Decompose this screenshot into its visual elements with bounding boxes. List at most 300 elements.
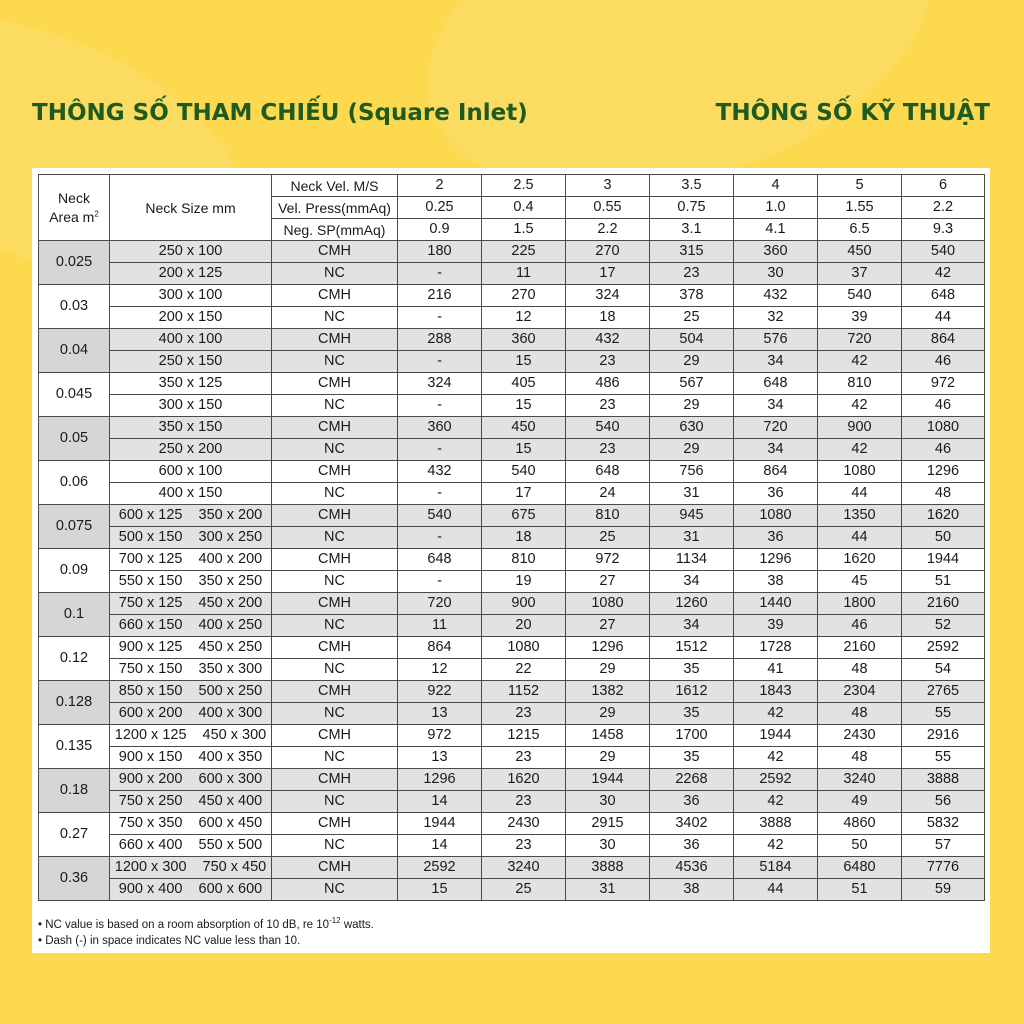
neck-size-list [110, 772, 271, 787]
footnotes [38, 910, 374, 952]
neck-size-list [110, 816, 271, 831]
neck-area-cell: 0.09 [39, 549, 110, 593]
value-cell: 15 [398, 879, 482, 901]
param-value: 0.4 [482, 197, 566, 219]
param-value: 6 [902, 175, 985, 197]
value-cell: 648 [902, 285, 985, 307]
value-cell: 44 [818, 527, 902, 549]
row-type-cell: NC [272, 703, 398, 725]
spec-table [38, 174, 985, 901]
value-cell: 378 [650, 285, 734, 307]
value-cell: 5184 [734, 857, 818, 879]
param-value: 1.55 [818, 197, 902, 219]
row-type-cell: CMH [272, 857, 398, 879]
value-cell: 25 [650, 307, 734, 329]
neck-size: 900 x 125 [118, 639, 183, 656]
table-row [39, 659, 985, 681]
value-cell: 270 [482, 285, 566, 307]
neck-size: 750 x 150 [118, 661, 183, 678]
table-row [39, 549, 985, 571]
row-type-cell: CMH [272, 549, 398, 571]
param-value: 3 [566, 175, 650, 197]
neck-size-list [110, 288, 271, 303]
value-cell: 49 [818, 791, 902, 813]
value-cell: 19 [482, 571, 566, 593]
neck-area-cell: 0.1 [39, 593, 110, 637]
value-cell: 1440 [734, 593, 818, 615]
value-cell: 1944 [566, 769, 650, 791]
neck-size: 400 x 200 [198, 551, 263, 568]
value-cell: 14 [398, 835, 482, 857]
value-cell: 405 [482, 373, 566, 395]
value-cell: 18 [566, 307, 650, 329]
value-cell: 48 [902, 483, 985, 505]
neck-size-cell [110, 263, 272, 285]
value-cell: 1215 [482, 725, 566, 747]
value-cell: 630 [650, 417, 734, 439]
param-value: 0.75 [650, 197, 734, 219]
neck-size: 900 x 400 [118, 881, 183, 898]
neck-size-cell [110, 241, 272, 263]
page-title: THÔNG SỐ THAM CHIẾU (Square Inlet) [32, 100, 528, 126]
neck-size: 300 x 250 [198, 529, 263, 546]
value-cell: 48 [818, 659, 902, 681]
neck-size-cell [110, 549, 272, 571]
value-cell: 23 [650, 263, 734, 285]
value-cell: 2160 [818, 637, 902, 659]
value-cell: 450 [818, 241, 902, 263]
value-cell: 56 [902, 791, 985, 813]
value-cell: 39 [734, 615, 818, 637]
neck-area-header-label: Neck [58, 189, 90, 206]
neck-size: 600 x 100 [158, 463, 223, 480]
value-cell: 23 [566, 439, 650, 461]
neck-area-cell: 0.045 [39, 373, 110, 417]
value-cell: 25 [566, 527, 650, 549]
value-cell: 2765 [902, 681, 985, 703]
value-cell: 540 [566, 417, 650, 439]
neck-size: 600 x 600 [198, 881, 263, 898]
value-cell: 44 [734, 879, 818, 901]
neck-size: 750 x 450 [202, 859, 267, 876]
value-cell: 432 [734, 285, 818, 307]
value-cell: 3240 [818, 769, 902, 791]
value-cell: 864 [902, 329, 985, 351]
value-cell: 36 [734, 483, 818, 505]
table-row [39, 483, 985, 505]
neck-size: 350 x 250 [198, 573, 263, 590]
row-type-cell: CMH [272, 593, 398, 615]
neck-size: 350 x 125 [158, 375, 223, 392]
neck-area-cell: 0.27 [39, 813, 110, 857]
value-cell: 1512 [650, 637, 734, 659]
unit-exponent: 2 [94, 208, 99, 218]
param-value: 1.0 [734, 197, 818, 219]
value-cell: 1620 [482, 769, 566, 791]
value-cell: 17 [566, 263, 650, 285]
value-cell: 42 [734, 747, 818, 769]
table-row [39, 725, 985, 747]
neck-size: 350 x 300 [198, 661, 263, 678]
param-value: 0.55 [566, 197, 650, 219]
value-cell: 2915 [566, 813, 650, 835]
value-cell: 2304 [818, 681, 902, 703]
value-cell: 1080 [734, 505, 818, 527]
neck-size-list [110, 464, 271, 479]
value-cell: 486 [566, 373, 650, 395]
footnote-nc [38, 910, 374, 931]
value-cell: 3888 [734, 813, 818, 835]
value-cell: 972 [902, 373, 985, 395]
value-cell: 13 [398, 703, 482, 725]
neck-size-cell [110, 483, 272, 505]
param-value: 2.2 [566, 219, 650, 241]
row-type-cell: NC [272, 747, 398, 769]
param-value: 2.2 [902, 197, 985, 219]
value-cell: 55 [902, 747, 985, 769]
neck-size: 450 x 300 [202, 727, 267, 744]
table-row [39, 329, 985, 351]
value-cell: 2268 [650, 769, 734, 791]
value-cell: 17 [482, 483, 566, 505]
value-cell: 57 [902, 835, 985, 857]
value-cell: 11 [482, 263, 566, 285]
table-row [39, 571, 985, 593]
neck-size-list [110, 618, 271, 633]
neck-size-cell [110, 681, 272, 703]
row-type-cell: NC [272, 395, 398, 417]
row-type-cell: NC [272, 835, 398, 857]
value-cell: 55 [902, 703, 985, 725]
value-cell: 1260 [650, 593, 734, 615]
value-cell: 4860 [818, 813, 902, 835]
value-cell: 756 [650, 461, 734, 483]
value-cell: 41 [734, 659, 818, 681]
value-cell: 567 [650, 373, 734, 395]
value-cell: 29 [650, 351, 734, 373]
neck-size: 450 x 400 [198, 793, 263, 810]
row-type-cell: CMH [272, 285, 398, 307]
value-cell: 3888 [566, 857, 650, 879]
row-type-cell: NC [272, 571, 398, 593]
value-cell: 42 [734, 835, 818, 857]
value-cell: 30 [734, 263, 818, 285]
value-cell: 37 [818, 263, 902, 285]
value-cell: 2592 [398, 857, 482, 879]
neck-size-cell [110, 835, 272, 857]
value-cell: - [398, 527, 482, 549]
neck-area-cell: 0.135 [39, 725, 110, 769]
neck-size-cell [110, 593, 272, 615]
neck-size: 1200 x 125 [114, 727, 187, 744]
table-row [39, 681, 985, 703]
neck-size: 250 x 100 [158, 243, 223, 260]
value-cell: 20 [482, 615, 566, 637]
value-cell: 3888 [902, 769, 985, 791]
value-cell: 1944 [734, 725, 818, 747]
neck-size-list [110, 442, 271, 457]
param-label: Neg. SP(mmAq) [272, 219, 398, 241]
neck-size-list [110, 662, 271, 677]
value-cell: 35 [650, 747, 734, 769]
value-cell: 29 [650, 439, 734, 461]
neck-size-cell [110, 329, 272, 351]
neck-size-cell [110, 791, 272, 813]
value-cell: 29 [650, 395, 734, 417]
neck-size-list [110, 310, 271, 325]
neck-size-list [110, 420, 271, 435]
value-cell: 900 [482, 593, 566, 615]
value-cell: 12 [482, 307, 566, 329]
neck-size-header: Neck Size mm [110, 175, 272, 241]
value-cell: 720 [818, 329, 902, 351]
neck-size: 600 x 125 [118, 507, 183, 524]
section-title: THÔNG SỐ KỸ THUẬT [715, 100, 990, 126]
neck-size-list [110, 244, 271, 259]
param-label: Neck Vel. M/S [272, 175, 398, 197]
neck-size-cell [110, 505, 272, 527]
neck-size: 450 x 200 [198, 595, 263, 612]
param-value: 6.5 [818, 219, 902, 241]
value-cell: 432 [398, 461, 482, 483]
footnote-nc-unit: watts. [340, 918, 374, 931]
neck-size-list [110, 332, 271, 347]
value-cell: - [398, 439, 482, 461]
table-row [39, 747, 985, 769]
row-type-cell: CMH [272, 373, 398, 395]
value-cell: 1296 [398, 769, 482, 791]
value-cell: 29 [566, 659, 650, 681]
value-cell: - [398, 571, 482, 593]
table-row [39, 857, 985, 879]
value-cell: 46 [902, 395, 985, 417]
value-cell: 54 [902, 659, 985, 681]
value-cell: 648 [734, 373, 818, 395]
value-cell: 324 [566, 285, 650, 307]
table-row [39, 285, 985, 307]
value-cell: 51 [818, 879, 902, 901]
value-cell: 5832 [902, 813, 985, 835]
value-cell: 29 [566, 747, 650, 769]
neck-size: 750 x 250 [118, 793, 183, 810]
value-cell: 1612 [650, 681, 734, 703]
neck-size-cell [110, 747, 272, 769]
neck-size: 750 x 125 [118, 595, 183, 612]
param-value: 1.5 [482, 219, 566, 241]
row-type-cell: NC [272, 615, 398, 637]
value-cell: 648 [398, 549, 482, 571]
neck-size-cell [110, 857, 272, 879]
value-cell: 1728 [734, 637, 818, 659]
neck-size-list [110, 640, 271, 655]
neck-size-list [110, 398, 271, 413]
value-cell: 540 [398, 505, 482, 527]
value-cell: 25 [482, 879, 566, 901]
value-cell: 1843 [734, 681, 818, 703]
neck-size-list [110, 728, 271, 743]
value-cell: 2916 [902, 725, 985, 747]
value-cell: 216 [398, 285, 482, 307]
value-cell: 15 [482, 395, 566, 417]
value-cell: 50 [902, 527, 985, 549]
param-value: 0.25 [398, 197, 482, 219]
value-cell: 6480 [818, 857, 902, 879]
value-cell: 324 [398, 373, 482, 395]
table-row [39, 505, 985, 527]
neck-area-cell: 0.128 [39, 681, 110, 725]
value-cell: 46 [902, 351, 985, 373]
value-cell: 504 [650, 329, 734, 351]
row-type-cell: CMH [272, 725, 398, 747]
row-type-cell: NC [272, 879, 398, 901]
row-type-cell: CMH [272, 329, 398, 351]
neck-size: 350 x 200 [198, 507, 263, 524]
neck-size-list [110, 860, 271, 875]
table-row [39, 351, 985, 373]
value-cell: 1152 [482, 681, 566, 703]
table-row [39, 637, 985, 659]
value-cell: 46 [902, 439, 985, 461]
value-cell: - [398, 483, 482, 505]
value-cell: 225 [482, 241, 566, 263]
table-row [39, 373, 985, 395]
value-cell: 34 [650, 615, 734, 637]
value-cell: 675 [482, 505, 566, 527]
value-cell: 44 [818, 483, 902, 505]
value-cell: 44 [902, 307, 985, 329]
neck-size-cell [110, 813, 272, 835]
value-cell: 38 [734, 571, 818, 593]
neck-size-list [110, 508, 271, 523]
value-cell: 38 [650, 879, 734, 901]
neck-size: 600 x 200 [118, 705, 183, 722]
neck-size: 900 x 150 [118, 749, 183, 766]
neck-size: 400 x 250 [198, 617, 263, 634]
table-row [39, 769, 985, 791]
value-cell: 360 [398, 417, 482, 439]
value-cell: 31 [650, 483, 734, 505]
neck-size-cell [110, 395, 272, 417]
neck-size: 660 x 150 [118, 617, 183, 634]
value-cell: 1296 [902, 461, 985, 483]
value-cell: 4536 [650, 857, 734, 879]
row-type-cell: NC [272, 351, 398, 373]
value-cell: 922 [398, 681, 482, 703]
footnote-nc-text: • NC value is based on a room absorption of 10 dB, re 10 [38, 918, 330, 931]
param-value: 3.1 [650, 219, 734, 241]
neck-size: 600 x 300 [198, 771, 263, 788]
table-row [39, 835, 985, 857]
value-cell: 972 [398, 725, 482, 747]
neck-size-cell [110, 659, 272, 681]
param-value: 2.5 [482, 175, 566, 197]
neck-size-list [110, 684, 271, 699]
value-cell: 31 [566, 879, 650, 901]
value-cell: 1296 [566, 637, 650, 659]
value-cell: 1080 [902, 417, 985, 439]
value-cell: 23 [482, 703, 566, 725]
neck-size: 400 x 350 [198, 749, 263, 766]
neck-size-cell [110, 615, 272, 637]
value-cell: 30 [566, 791, 650, 813]
neck-size-list [110, 354, 271, 369]
value-cell: 1944 [902, 549, 985, 571]
param-value: 2 [398, 175, 482, 197]
neck-area-cell: 0.075 [39, 505, 110, 549]
neck-size: 600 x 450 [198, 815, 263, 832]
value-cell: 15 [482, 351, 566, 373]
neck-size-cell [110, 417, 272, 439]
neck-size-cell [110, 351, 272, 373]
value-cell: 270 [566, 241, 650, 263]
value-cell: 2592 [734, 769, 818, 791]
value-cell: 810 [818, 373, 902, 395]
param-row [39, 175, 985, 197]
neck-area-cell: 0.12 [39, 637, 110, 681]
value-cell: 29 [566, 703, 650, 725]
value-cell: 35 [650, 659, 734, 681]
value-cell: 540 [818, 285, 902, 307]
neck-size-cell [110, 725, 272, 747]
table-row [39, 703, 985, 725]
value-cell: 59 [902, 879, 985, 901]
value-cell: 35 [650, 703, 734, 725]
value-cell: 18 [482, 527, 566, 549]
value-cell: 360 [482, 329, 566, 351]
neck-size-cell [110, 461, 272, 483]
value-cell: 432 [566, 329, 650, 351]
value-cell: 34 [734, 439, 818, 461]
table-row [39, 879, 985, 901]
value-cell: 23 [566, 351, 650, 373]
value-cell: 1382 [566, 681, 650, 703]
value-cell: 180 [398, 241, 482, 263]
neck-area-cell: 0.05 [39, 417, 110, 461]
param-value: 4.1 [734, 219, 818, 241]
value-cell: 1080 [566, 593, 650, 615]
value-cell: 27 [566, 615, 650, 637]
spec-sheet [32, 168, 990, 953]
value-cell: 23 [566, 395, 650, 417]
neck-size-cell [110, 527, 272, 549]
neck-size: 450 x 250 [198, 639, 263, 656]
value-cell: 288 [398, 329, 482, 351]
neck-size: 300 x 150 [158, 397, 223, 414]
table-row [39, 395, 985, 417]
value-cell: 720 [734, 417, 818, 439]
param-label: Vel. Press(mmAq) [272, 197, 398, 219]
neck-size-cell [110, 285, 272, 307]
value-cell: 34 [734, 395, 818, 417]
value-cell: 42 [818, 395, 902, 417]
value-cell: 34 [650, 571, 734, 593]
neck-area-header [39, 175, 110, 241]
neck-size: 400 x 300 [198, 705, 263, 722]
value-cell: 42 [818, 439, 902, 461]
row-type-cell: CMH [272, 769, 398, 791]
param-value: 0.9 [398, 219, 482, 241]
neck-size-list [110, 376, 271, 391]
value-cell: 1458 [566, 725, 650, 747]
value-cell: 14 [398, 791, 482, 813]
value-cell: 972 [566, 549, 650, 571]
value-cell: 450 [482, 417, 566, 439]
value-cell: 2430 [818, 725, 902, 747]
value-cell: 42 [734, 703, 818, 725]
neck-size-list [110, 838, 271, 853]
table-row [39, 307, 985, 329]
neck-area-header-unit [39, 208, 109, 227]
